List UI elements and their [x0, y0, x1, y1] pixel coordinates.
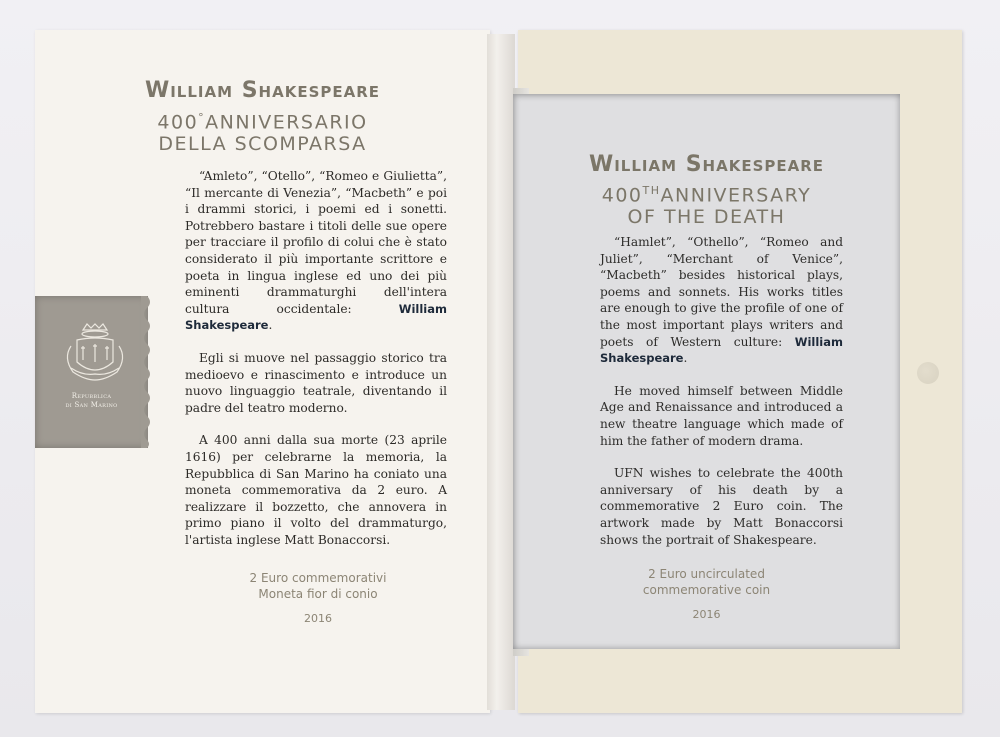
san-marino-coat-of-arms-icon: [35, 296, 148, 448]
left-paragraph-1: [185, 168, 447, 334]
left-title: William Shakespeare: [144, 78, 381, 103]
right-p1-end: .: [683, 351, 688, 366]
left-p1-text: “Amleto”, “Otello”, “Romeo e Giulietta”, “Il mercante di Venezia”, “Macbeth” e poi i drammi storici, i poemi ed i sonetti. Potrebbero bastare i titoli delle sue opere per tracciare il profilo di colui che è stato considerato il più importante scrittore e poeta in lingua inglese ed uno dei più eminenti drammaturghi dell'intera cultura occidentale:: [185, 169, 447, 316]
san-marino-stamp: [35, 296, 148, 448]
stamp-line2: di San Marino: [65, 401, 118, 409]
stamp-perforated-edge: [141, 296, 155, 448]
left-paragraph-2: Egli si muove nel passaggio storico tra medioevo e rinascimento e introduce un nuovo linguaggio teatrale, diventando il padre del teatro moderno.: [185, 350, 447, 415]
stamp-caption: [35, 392, 148, 410]
right-body-text: [600, 234, 843, 564]
left-footer-year: 2016: [304, 612, 332, 625]
right-footer: [513, 566, 900, 623]
left-subtitle-line2: DELLA SCOMPARSA: [158, 133, 367, 156]
left-paragraph-3: A 400 anni dalla sua morte (23 aprile 1616) per celebrarne la memoria, la Repubblica di San Marino ha coniato una moneta commemorativa da 2 euro. A realizzare il bozzetto, che annovera in primo piano il volto del drammaturgo, l'artista inglese Matt Bonaccorsi.: [185, 433, 447, 547]
right-paragraph-2: He moved himself between Middle Age and Renaissance and introduced a new theatre language which made of him the father of modern drama.: [600, 383, 843, 448]
right-subtitle-number: 400: [601, 184, 643, 207]
right-subtitle-sup: TH: [642, 184, 661, 197]
folder-thumb-notch[interactable]: [917, 362, 939, 384]
folder-window-insert: [513, 94, 900, 649]
left-subtitle-sup: °: [198, 111, 206, 124]
right-subtitle-line2: OF THE DEATH: [627, 206, 786, 229]
stamp-line1: Repubblica: [71, 392, 112, 400]
left-p1-bold: William Shakespeare: [185, 301, 447, 333]
right-p1-text: “Hamlet”, “Othello”, “Romeo and Juliet”, “Merchant of Venice”, “Macbeth” besides historical plays, poems and sonnets. His works titles are enough to give the profile of one of the most important plays writers and poets of Western culture:: [600, 235, 843, 349]
right-paragraph-3: UFN wishes to celebrate the 400th anniversary of his death by a commemorative 2 Euro coin. The artwork made by Matt Bonaccorsi shows the portrait of Shakespeare.: [600, 466, 843, 547]
folder-window: [513, 94, 900, 649]
left-subtitle-rest: ANNIVERSARIO: [205, 111, 368, 134]
left-subtitle-number: 400: [157, 111, 199, 134]
right-subtitle-rest: ANNIVERSARY: [660, 184, 812, 207]
right-paragraph-1: [600, 234, 843, 367]
right-footer-line1: 2 Euro uncirculated: [648, 567, 765, 581]
right-title: William Shakespeare: [588, 152, 825, 177]
right-subtitle: [513, 180, 900, 206]
left-footer-line2: Moneta fior di conio: [258, 587, 378, 601]
booklet-spine: [487, 34, 515, 710]
left-subtitle: [35, 107, 490, 133]
right-p1-bold: William Shakespeare: [600, 334, 843, 366]
left-footer-line1: 2 Euro commemorativi: [249, 571, 387, 585]
right-footer-year: 2016: [692, 608, 721, 621]
left-title-block: [35, 78, 490, 155]
right-title-block: [513, 152, 900, 228]
left-p1-end: .: [268, 318, 273, 333]
left-body-text: [185, 168, 447, 564]
right-footer-line2: commemorative coin: [642, 583, 771, 597]
left-footer: [128, 570, 508, 627]
